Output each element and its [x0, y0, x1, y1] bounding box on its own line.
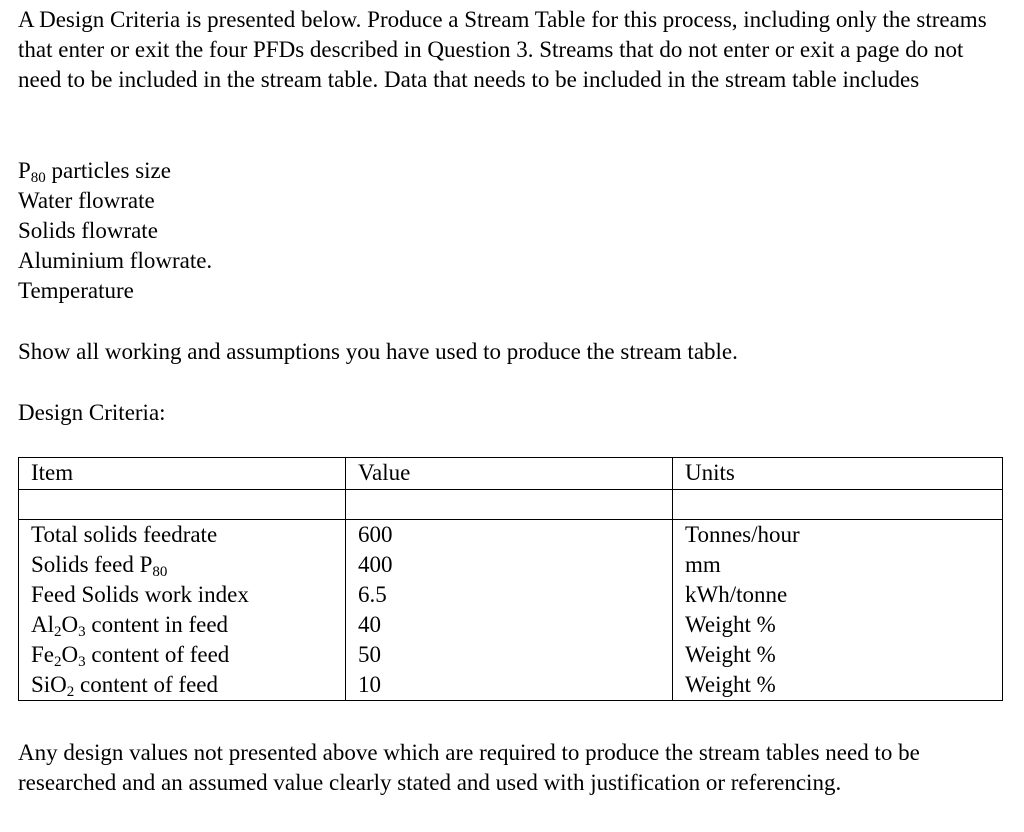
design-criteria-table — [18, 457, 1003, 701]
cell-units: Tonnes/hour — [673, 520, 1003, 551]
list-item-temperature: Temperature — [18, 278, 134, 303]
table-blank-row — [19, 490, 1003, 520]
cell-value: 10 — [346, 670, 673, 701]
table-row — [19, 670, 1003, 701]
cell-units: kWh/tonne — [673, 580, 1003, 610]
cell-units: Weight % — [673, 640, 1003, 670]
cell-item: Total solids feedrate — [19, 520, 346, 551]
list-item-aluminium: Aluminium flowrate. — [18, 248, 213, 273]
show-working-instruction: Show all working and assumptions you have used to produce the stream table. — [18, 339, 738, 364]
cell-item: $Fe_2O_3$ content of feed — [19, 640, 346, 670]
list-item-solids: Solids flowrate — [18, 218, 158, 243]
footer-paragraph: Any design values not presented above which are required to produce the stream tables need to be researched and an assumed value clearly stated and used with justification or referencing. — [18, 740, 920, 795]
table-row — [19, 610, 1003, 640]
cell-units: Weight % — [673, 670, 1003, 701]
list-item-p80: $P_{80}$ particles size — [18, 158, 171, 186]
table-row — [19, 640, 1003, 670]
cell-item: SiO$_2$ content of feed — [19, 670, 346, 701]
cell-units: Weight % — [673, 610, 1003, 640]
cell-value: 50 — [346, 640, 673, 670]
table-row — [19, 550, 1003, 580]
cell-item: Feed Solids work index — [19, 580, 346, 610]
list-item-water: Water flowrate — [18, 188, 155, 213]
header-item: Item — [19, 458, 346, 490]
intro-paragraph: A Design Criteria is presented below. Produce a Stream Table for this process, including only the streams that enter or exit the four PFDs described in Question 3. Streams that do not enter or exit a page do not need to be included in the stream table. Data that needs to be included in the stream table includes — [18, 7, 987, 92]
blank-cell — [346, 490, 673, 520]
cell-item: Solids feed $P_{80}$ — [19, 550, 346, 580]
table-row — [19, 520, 1003, 551]
cell-value: 6.5 — [346, 580, 673, 610]
cell-item: $Al_2O_3$ content in feed — [19, 610, 346, 640]
cell-value: 600 — [346, 520, 673, 551]
blank-cell — [673, 490, 1003, 520]
blank-cell — [19, 490, 346, 520]
cell-value: 40 — [346, 610, 673, 640]
cell-units: mm — [673, 550, 1003, 580]
design-criteria-heading: Design Criteria: — [18, 400, 166, 425]
table-header-row — [19, 458, 1003, 490]
header-units: Units — [673, 458, 1003, 490]
required-data-list — [18, 156, 1008, 306]
header-value: Value — [346, 458, 673, 490]
cell-value: 400 — [346, 550, 673, 580]
table-row — [19, 580, 1003, 610]
